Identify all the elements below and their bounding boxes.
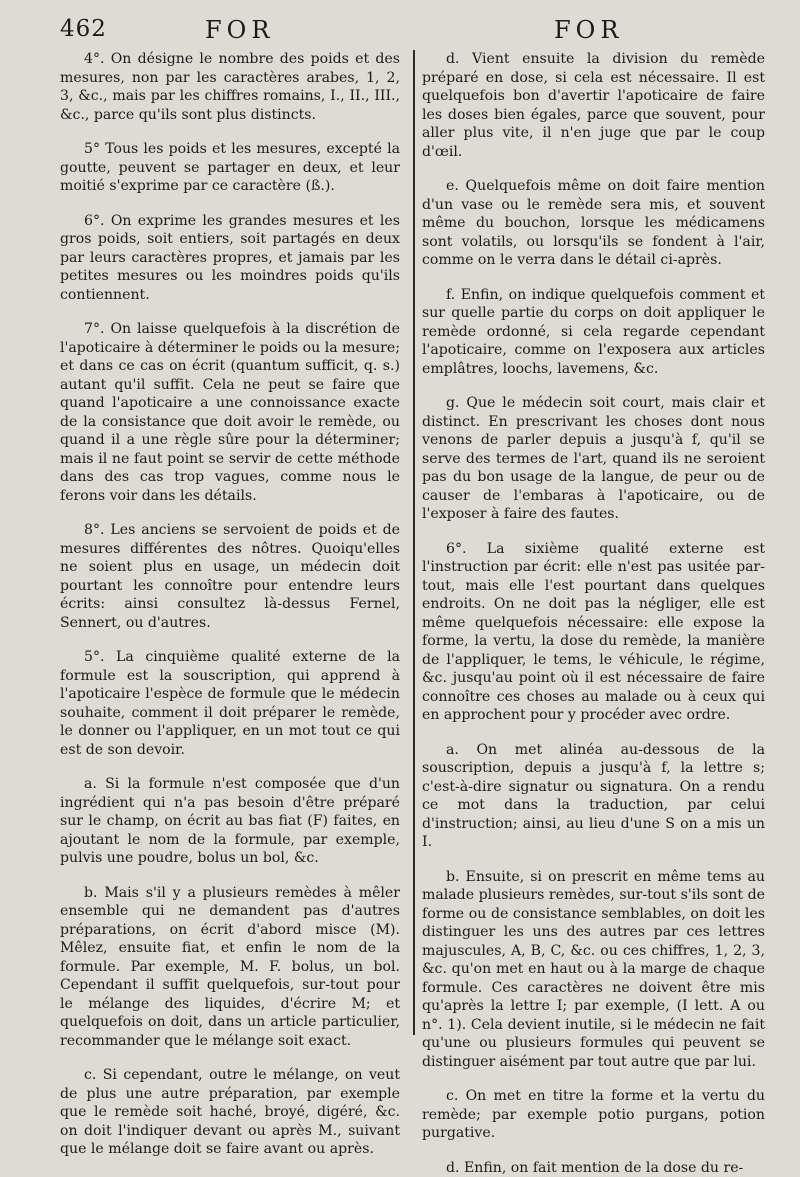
left-column (60, 50, 400, 1050)
page-number: 462 (60, 16, 107, 42)
paragraph: a. Si la formule n'est composée que d'un ingrédient qui n'a pas besoin d'être préparé sur le champ, on écrit au bas fiat (F) faites, en ajoutant le nom de la formule, par exemple, pulvis une poudre, bolus un bol, &c. (60, 775, 400, 868)
paragraph: 5° Tous les poids et les mesures, excepté la goutte, peuvent se partager en deux, et leur moitié s'exprime par ce caractère (ß.). (60, 140, 400, 196)
paragraph: 5°. La cinquième qualité externe de la formule est la souscription, qui apprend à l'apoticaire l'espèce de formule que le médecin souhaite, comment il doit préparer le remède, le donner ou l'appliquer, en un mot tout ce qui est de son devoir. (60, 648, 400, 759)
paragraph: 6°. La sixième qualité externe est l'instruction par écrit: elle n'est pas usitée par-tout, mais elle l'est pourtant dans quelques endroits. On ne doit pas la négliger, elle est même quelquefois nécessaire: elle expose la forme, la vertu, la dose du remède, la manière de l'appliquer, le tems, le véhicule, le régime, &c. jusqu'au point où il est nécessaire de faire connoître ces choses au malade ou à ceux qui en approchent pour y procéder avec ordre. (422, 540, 765, 725)
running-head-right: FOR (554, 16, 623, 44)
paragraph: c. On met en titre la forme et la vertu du remède; par exemple potio purgans, potion purgative. (422, 1087, 765, 1143)
paragraph: d. Vient ensuite la division du remède préparé en dose, si cela est nécessaire. Il est quelquefois bon d'avertir l'apoticaire de faire les doses bien égales, parce que souvent, pour aller plus vite, il n'en juge que par le coup d'œil. (422, 50, 765, 161)
paragraph: c. Si cependant, outre le mélange, on veut de plus une autre préparation, par exemple que le remède soit haché, broyé, digéré, &c. on doit l'indiquer devant ou après M., suivant que le mélange doit se faire avant ou après. (60, 1066, 400, 1159)
right-column (422, 50, 765, 1050)
paragraph: 7°. On laisse quelquefois à la discrétion de l'apoticaire à déterminer le poids ou la mesure; et dans ce cas on écrit (quantum sufficit, q. s.) autant qu'il suffit. Cela ne peut se faire que quand l'apoticaire a une connoissance exacte de la consistance que doit avoir le remède, ou quand il a une règle sûre pour la déterminer; mais il ne faut point se servir de cette méthode dans des cas trop vagues, comme nous le ferons voir dans les détails. (60, 320, 400, 505)
paragraph: a. On met alinéa au-dessous de la souscription, depuis a jusqu'à f, la lettre s; c'est-à-dire signatur ou signatura. On a rendu ce mot dans la traduction, par celui d'instruction; ainsi, au lieu d'une S on a mis un I. (422, 741, 765, 852)
paragraph: b. Ensuite, si on prescrit en même tems au malade plusieurs remèdes, sur-tout s'ils sont de forme ou de consistance semblables, on doit les distinguer les uns des autres par ces lettres majuscules, A, B, C, &c. ou ces chiffres, 1, 2, 3, &c. qu'on met en haut ou à la marge de chaque formule. Ces caractères ne doivent être mis qu'après la lettre I; par exemple, (I lett. A ou n°. 1). Cela devient inutile, si le médecin ne fait qu'une ou plusieurs formules qui peuvent se distinguer aisément par tout autre que par lui. (422, 868, 765, 1072)
paragraph: b. Mais s'il y a plusieurs remèdes à mêler ensemble qui ne demandent pas d'autres préparations, on écrit d'abord misce (M). Mêlez, ensuite fiat, et enfin le nom de la formule. Par exemple, M. F. bolus, un bol. Cependant il suffit quelquefois, sur-tout pour le mélange des liquides, d'écrire M; et quelquefois on doit, dans un article particulier, recommander que le mélange soit exact. (60, 884, 400, 1051)
paragraph: 4°. On désigne le nombre des poids et des mesures, non par les caractères arabes, 1, 2, 3, &c., mais par les chiffres romains, I., II., III., &c., parce qu'ils sont plus distincts. (60, 50, 400, 124)
column-divider (413, 50, 415, 1035)
paragraph: e. Quelquefois même on doit faire mention d'un vase ou le remède sera mis, et souvent même du bouchon, lorsque les médicamens sont volatils, ou lorsqu'ils se fondent à l'air, comme on le verra dans le détail ci-après. (422, 177, 765, 270)
paragraph: d. Enfin, on fait mention de la dose du re- (422, 1159, 765, 1177)
paragraph: 8°. Les anciens se servoient de poids et de mesures différentes des nôtres. Quoiqu'elles ne soient plus en usage, un médecin doit pourtant les connoître pour entendre leurs écrits: ainsi consultez là-dessus Fernel, Sennert, ou d'autres. (60, 521, 400, 632)
running-head-left: FOR (205, 16, 274, 44)
paragraph: g. Que le médecin soit court, mais clair et distinct. En prescrivant les choses dont nous venons de parler depuis a jusqu'à f, qu'il se serve des termes de l'art, quand ils ne seroient pas du bon usage de la langue, de peur ou de causer de l'embaras à l'apoticaire, ou de l'exposer à faire des fautes. (422, 394, 765, 524)
paragraph: 6°. On exprime les grandes mesures et les gros poids, soit entiers, soit partagés en deux par leurs caractères propres, et jamais par les petites mesures ou les moindres poids qu'ils contiennent. (60, 212, 400, 305)
paragraph: f. Enfin, on indique quelquefois comment et sur quelle partie du corps on doit appliquer le remède ordonné, si cela regarde cependant l'apoticaire, comme on l'exposera aux articles emplâtres, loochs, lavemens, &c. (422, 286, 765, 379)
